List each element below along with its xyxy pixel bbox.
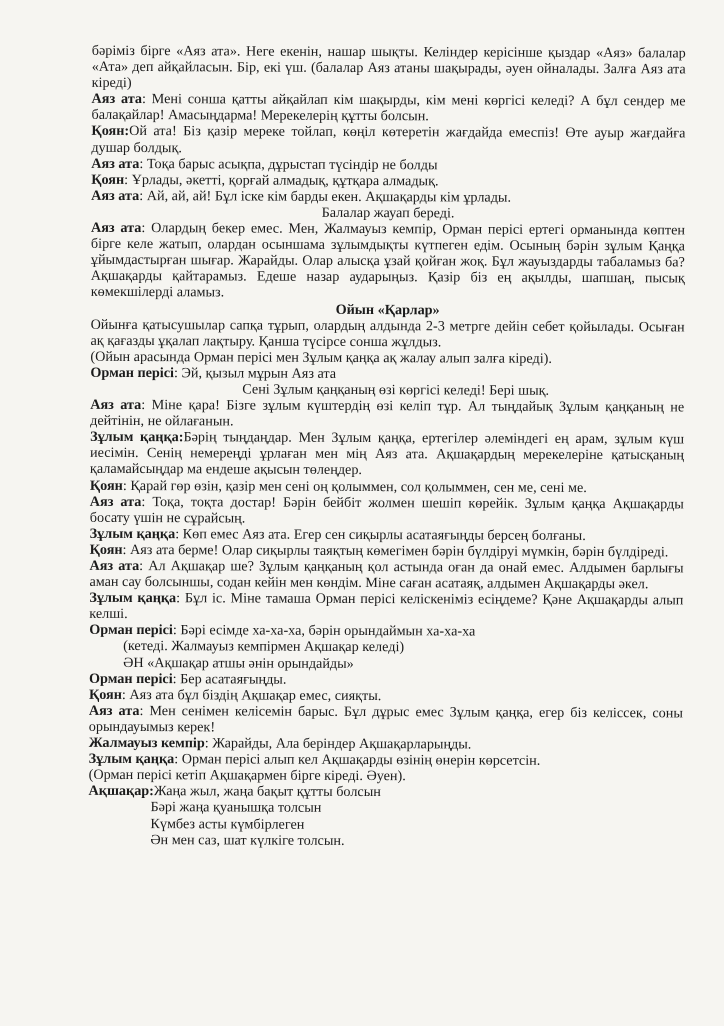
speaker-name: Аяз ата (90, 219, 142, 237)
line-text: : Ал Ақшақар ше? Зұлым қаңқаның қол астында оған да онай емес. Алдымен барлығы аман сау болсыншы, содан кейін мен көндім. Міне саған асатаяқ, алдымен Ақшақарды әкел. (89, 558, 684, 593)
line-text: : Тоқа барыс асықпа, дұрыстап түсіндір не болды (139, 155, 438, 173)
dialogue-line (91, 123, 685, 158)
line-text: : Олардың бекер емес. Мен, Жалмауыз кемпір, Орман перісі ертегі орманында көптен бірге келе жатып, олардан осыншама зұлымдықты күтпеген едім. Осының бәрін зұлым Қаңқа ұйымдастырған шығар. Жарайды. Олар алысқа ұзай қойған жоқ. Бұл жауыздарды табаламыз ба? Ақшақарды қайтарамыз. Едеше назар аударыңыз. Қазір біз ең ақылды, шапшаң, пысық көмекшілерді аламыз. (90, 220, 686, 301)
line-text: (Орман перісі кетіп Ақшақармен бірге кіреді. Әуен). (88, 767, 406, 785)
line-text: : Бер асатаяғыңды. (172, 670, 287, 688)
dialogue-line (90, 365, 684, 384)
speaker-name: Қоян (89, 477, 123, 494)
speaker-name: Орман перісі (89, 622, 173, 639)
line-text: Жаңа жыл, жаңа бақыт құтты болсын (153, 783, 381, 801)
line-text: Күмбез асты күмбірлеген (150, 815, 305, 833)
line-text: : Көп емес Аяз ата. Егер сен сиқырлы асатаяғыңды берсең болғаны. (175, 526, 586, 544)
line-text: Бәрі жаңа қуанышқа толсын (150, 799, 322, 817)
line-text: : Міне қара! Бізге зұлым күштердің өзі келіп тұр. Ал тыңдайық Зұлым қаңқаның не дейтінін, не ойлағанын. (90, 397, 685, 430)
speaker-name: Зұлым қаңқа (88, 750, 175, 768)
line-text: Бәрің тыңдаңдар. Мен Зұлым қаңқа, ертегілер әлеміндегі ең арам, зұлым күш иесімін. Сенің немереңді ұрлаған мен мің Аяз ата. Ақшақардың мерекелеріне қатысқаның қаламайсыңдар ма ендеше ақысын төлеңдер. (89, 429, 685, 479)
line-text: : Ай, ай, ай! Бұл іске кім барды екен. Ақшақарды кім ұрлады. (139, 187, 512, 206)
speaker-name: Зұлым қаңқа (89, 525, 176, 543)
line-text: (кетеді. Жалмауыз кемпірмен Ақшақар келеді) (123, 638, 405, 656)
line-text: : Эй, қызыл мұрын Аяз ата (173, 365, 337, 382)
line-text: Сені Зұлым қаңқаның өзі көргісі келеді! Бері шық. (242, 381, 550, 399)
line-text: : Аяз ата берме! Олар сиқырлы таяқтың көмегімен бәрін бүлдіруі мүмкін, бәрін бүлдіреді. (122, 541, 669, 561)
stage-direction (90, 316, 684, 351)
line-text: : Мен сенімен келісемін барыс. Бұл дұрыс емес Зұлым қаңқа, егер біз келіссек, соны орындауымыз керек! (88, 702, 683, 736)
line-text: : Мені сонша қатты айқайлап кім шақырды, кім мені көргісі келеді? А бұл сендер ме балақайлар! Амасыңдарма! Мерекелерің құтты болсын. (91, 91, 686, 125)
speaker-name: Орман перісі (90, 364, 175, 382)
dialogue-line (90, 397, 684, 432)
speaker-name: Зұлым қаңқа (89, 590, 177, 607)
speaker-name: Қоян (89, 541, 123, 558)
dialogue-line (91, 91, 685, 126)
line-text: Ойынға қатысушылар сапқа тұрып, олардың алдында 2-3 метрге дейін себет қойылады. Осыған ақ қағазды ұқалап лақтыру. Қанша түсірсе сонша жұлдыз. (90, 316, 685, 351)
speaker-name: Ойын «Қарлар» (335, 301, 440, 318)
speaker-name: Ақшақар: (88, 783, 154, 800)
speaker-name: Жалмауыз кемпір (88, 734, 205, 752)
speaker-name: Орман перісі (89, 670, 173, 687)
speaker-name: Аяз ата (89, 493, 142, 510)
speaker-name: Аяз ата (88, 702, 140, 719)
line-text: : Бұл іс. Міне тамаша Орман перісі келіскеніміз есіңдеме? Қәне Ақшақарды алып келші. (89, 590, 684, 623)
line-text: : Қарай гөр өзін, қазір мен сені оң қолыммен, сол қолыммен, сен ме, сені ме. (122, 477, 587, 496)
line-text: Ой ата! Біз қазір мереке тойлап, көңіл көтеретін жағдайда емеспіз! Өте ауыр жағдайға душар болдық. (91, 123, 686, 156)
dialogue-line (91, 188, 685, 207)
line-text: : Тоқа, тоқта достар! Бәрін бейбіт жолмен шешіп көрейік. Зұлым қаңқа Ақшақарды босату үшін не сұрайсың. (89, 493, 684, 527)
line-text: : Жарайды, Ала беріндер Ақшақарларыңды. (204, 735, 472, 753)
stage-direction (92, 43, 686, 94)
speaker-name: Зұлым қаңқа: (90, 429, 184, 446)
dialogue-line (89, 558, 683, 593)
speaker-name: Қоян (91, 171, 125, 188)
dialogue-line (91, 220, 685, 303)
line-text: : Аяз ата бұл біздің Ақшақар емес, сияқты. (121, 686, 382, 704)
dialogue-line (89, 590, 683, 625)
speaker-name: Аяз ата (90, 396, 142, 414)
speaker-name: Қоян (88, 686, 122, 703)
line-text: Ән мен саз, шат күлкіге толсын. (150, 831, 345, 849)
speaker-name: Аяз ата (91, 187, 140, 204)
line-text: (Ойын арасында Орман перісі мен Зұлым қаңқа ақ жалау алып залға кіреді). (90, 348, 552, 367)
line-text: Балалар жауап береді. (321, 204, 455, 222)
stage-direction (88, 831, 682, 850)
dialogue-line (89, 703, 683, 738)
line-text: ӘН «Ақшақар атшы әнін орындайды» (123, 654, 354, 672)
line-text: бәріміз бірге «Аяз ата». Неге екенін, нашар шықты. Келіндер керісінше қыздар «Аяз» балалар «Ата» деп айқайласын. Бір, екі үш. (балалар Аяз атаны шақырады, әуен ойналады. Залға Аяз ата кіреді) (91, 42, 686, 92)
line-text: : Ұрлады, әкетті, қорғай алмадық, құтқара алмадық. (124, 171, 439, 190)
dialogue-line (90, 429, 684, 480)
speaker-name: Аяз ата (91, 91, 142, 108)
dialogue-line (90, 493, 684, 528)
line-text: : Бәрі есімде ха-ха-ха, бәрін орындаймын ха-ха-ха (172, 622, 476, 640)
script-text (88, 43, 686, 850)
line-text: : Орман перісі алып кел Ақшақарды өзінің өнерін көрсетсін. (174, 751, 541, 769)
speaker-name: Аяз ата (91, 155, 140, 172)
speaker-name: Аяз ата (89, 557, 140, 575)
speaker-name: Қоян: (91, 123, 130, 140)
